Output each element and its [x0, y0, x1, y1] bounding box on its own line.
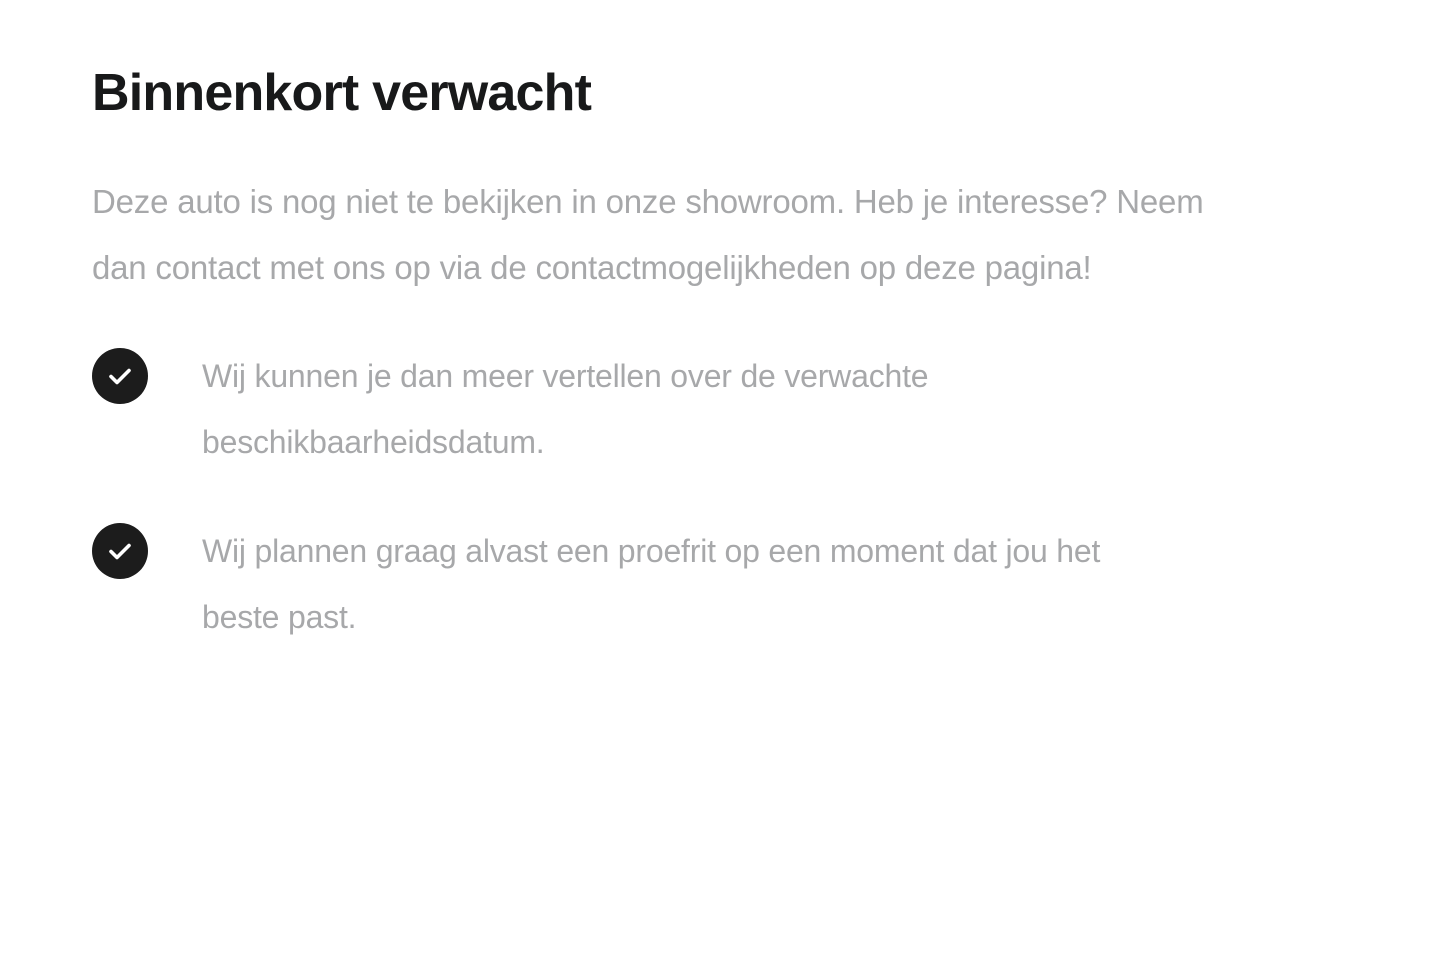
- list-item: [92, 519, 1350, 650]
- benefit-label: Wij kunnen je dan meer vertellen over de verwachte beschikbaarheidsdatum.: [202, 358, 929, 460]
- panel-intro-text: Deze auto is nog niet te bekijken in onze showroom. Heb je interesse? Neem dan contact met ons op via de contactmogelijkheden op deze pagina!: [92, 183, 1204, 286]
- check-circle-icon: [92, 348, 148, 404]
- list-item: [92, 344, 1350, 475]
- check-circle-icon: [92, 523, 148, 579]
- benefit-label: Wij plannen graag alvast een proefrit op een moment dat jou het beste past.: [202, 533, 1101, 635]
- benefit-list: [92, 344, 1350, 650]
- page-title: Binnenkort verwacht: [92, 64, 592, 122]
